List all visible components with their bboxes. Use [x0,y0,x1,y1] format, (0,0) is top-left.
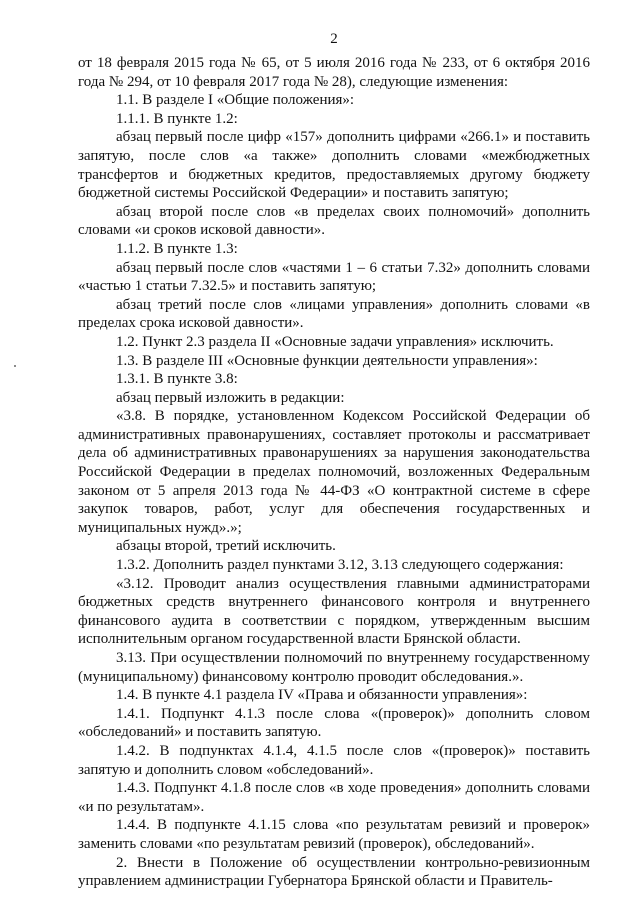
paragraph: 1.1. В разделе I «Общие положения»: [116,92,355,109]
paragraph: 3.13. При осуществлении полномочий по внутреннему государственному (муниципальному) финансовому контролю проводит обследования.». [78,650,590,685]
paragraph: 1.1.1. В пункте 1.2: [116,110,238,127]
paragraph: «3.8. В порядке, установленном Кодексом Российской Федерации об административных правонарушениях, составляет протоколы и рассматривает дела об административных правонарушениях за нарушения законодательства Российской Федерации в пределах полномочий, возложенных Федеральным законом от 5 апреля 2013 года № 44-ФЗ «О контрактной системе в сфере закупок товаров, работ, услуг для обеспечения государственных и муниципальных нужд».»; [78,408,590,536]
paragraph: абзац третий после слов «лицами управления» дополнить словами «в пределах срока исковой давности». [78,296,590,332]
paragraph: 1.4. В пункте 4.1 раздела IV «Права и обязанности управления»: [116,687,528,704]
document-body [78,54,590,891]
paragraph: «3.12. Проводит анализ осуществления главными администраторами бюджетных средств внутреннего финансового контроля и внутреннего финансового аудита в соответствии с порядком, утвержденным высшим исполнительным органом государственной власти Брянской области. [78,575,590,648]
paragraph: 1.4.3. Подпункт 4.1.8 после слов «в ходе проведения» дополнить словами «и по результатам». [78,780,590,815]
paragraph: 1.4.1. Подпункт 4.1.3 после слова «(проверок)» дополнить словом «обследований» и поставить запятую. [78,705,590,741]
paragraph: абзацы второй, третий исключить. [116,538,336,555]
paragraph: 1.3.2. Дополнить раздел пунктами 3.12, 3.13 следующего содержания: [116,557,564,574]
paragraph: 1.2. Пункт 2.3 раздела II «Основные задачи управления» исключить. [116,333,554,350]
paragraph: абзац первый изложить в редакции: [116,389,345,406]
paragraph: 1.4.4. В подпункте 4.1.15 слова «по результатам ревизий и проверок» заменить словами «по результатам ревизий (проверок), обследований». [78,817,590,852]
paragraph: 1.3.1. В пункте 3.8: [116,371,238,388]
paragraph: 2. Внести в Положение об осуществлении контрольно-ревизионным управлением администрации Губернатора Брянской области и Правитель- [78,854,590,890]
paragraph: 1.3. В разделе III «Основные функции деятельности управления»: [116,352,538,369]
paragraph: абзац первый после цифр «157» дополнить цифрами «266.1» и поставить запятую, после слов «а также» дополнить словами «межбюджетных трансфертов и бюджетных кредитов, предоставляемых другому бюджету бюджетной системы Российской Федерации» и поставить запятую; [78,129,590,202]
paragraph: от 18 февраля 2015 года № 65, от 5 июля 2016 года № 233, от 6 октября 2016 года № 294, от 10 февраля 2017 года № 28), следующие изменения: [78,55,590,90]
paragraph: 1.1.2. В пункте 1.3: [116,240,238,257]
page-number: 2 [330,31,338,47]
paragraph: абзац второй после слов «в пределах своих полномочий» дополнить словами «и сроков исковой давности». [78,203,590,239]
paragraph: 1.4.2. В подпунктах 4.1.4, 4.1.5 после слов «(проверок)» поставить запятую и дополнить словом «обследований». [78,742,590,778]
scan-speck [14,365,16,367]
paragraph: абзац первый после слов «частями 1 – 6 статьи 7.32» дополнить словами «частью 1 статьи 7.32.5» и поставить запятую; [78,259,590,295]
